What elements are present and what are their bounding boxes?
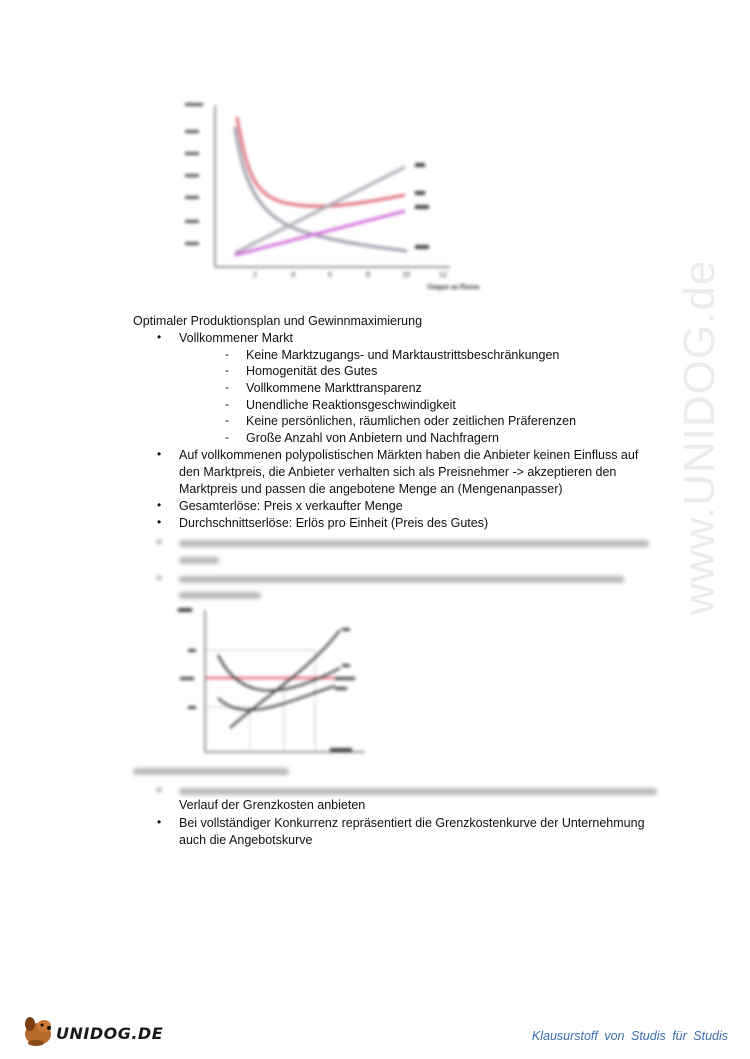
blurred-heading — [133, 768, 289, 775]
average-cost-curve — [218, 655, 340, 691]
bullet-dot: • — [157, 330, 162, 344]
blurred-text — [179, 788, 657, 795]
curve-red — [237, 117, 405, 206]
bullet-dot: • — [157, 783, 162, 797]
blurred-text — [179, 557, 219, 564]
blurred-text — [179, 592, 261, 599]
curve-gray-rising — [235, 167, 405, 253]
logo-text: UNIDOG.DE — [56, 1024, 164, 1043]
subitem: Große Anzahl von Anbietern und Nachfragern — [246, 431, 499, 445]
dog-logo-icon — [22, 1012, 58, 1048]
blurred-text — [179, 576, 624, 583]
subitem: Keine persönlichen, räumlichen oder zeitlichen Präferenzen — [246, 414, 577, 428]
bullet-dot: • — [157, 535, 162, 549]
bullet-dot: • — [157, 571, 162, 585]
cost-curves-chart — [175, 85, 480, 295]
y-tick-marks — [185, 103, 203, 245]
bullet-angebot-line: Verlauf der Grenzkosten anbieten — [179, 798, 366, 812]
bullet-gesamterloese: Gesamterlöse: Preis x verkaufter Menge — [179, 499, 403, 513]
revenue-cost-chart — [170, 600, 370, 760]
bullet-durchschnittserloese: Durchschnittserlöse: Erlös pro Einheit (Preis des Gutes) — [179, 516, 489, 530]
subitem: Vollkommene Markttransparenz — [246, 381, 422, 395]
bullet-dot: • — [157, 447, 162, 461]
dash: - — [225, 397, 229, 411]
watermark: www.UNIDOG.de — [675, 259, 724, 615]
x-tick-label: 6 — [328, 270, 332, 279]
bullet-angebotskurve-line: Bei vollständiger Konkurrenz repräsentiert die Grenzkostenkurve der Unternehmung — [179, 816, 645, 830]
x-axis-label: Output an Pizzen — [427, 283, 480, 291]
bullet-polypol-line: Auf vollkommenen polypolistischen Märkten haben die Anbieter keinen Einfluss auf — [179, 448, 639, 462]
subitem: Unendliche Reaktionsgeschwindigkeit — [246, 398, 456, 412]
x-tick-label: 4 — [291, 270, 295, 279]
bullet-vollkommener-markt: Vollkommener Markt — [179, 331, 293, 345]
dash: - — [225, 430, 229, 444]
section-title: Optimaler Produktionsplan und Gewinnmaximierung — [133, 314, 423, 328]
x-tick-label: 8 — [366, 270, 370, 279]
bullet-dot: • — [157, 515, 162, 529]
bullet-polypol-line: den Marktpreis, die Anbieter verhalten sich als Preisnehmer -> akzeptieren den — [179, 465, 617, 479]
bullet-dot: • — [157, 498, 162, 512]
bullet-angebotskurve-line: auch die Angebotskurve — [179, 833, 313, 847]
x-tick-label: 2 — [253, 270, 257, 279]
x-tick-label: 10 — [402, 270, 410, 279]
dash: - — [225, 380, 229, 394]
dash: - — [225, 347, 229, 361]
bullet-dot: • — [157, 815, 162, 829]
bullet-polypol-line: Marktpreis und passen die angebotene Menge an (Mengenanpasser) — [179, 482, 563, 496]
footer-tagline: Klausurstoff von Studis für Studis — [531, 1029, 728, 1043]
subitem: Homogenität des Gutes — [246, 364, 378, 378]
x-tick-label: 12 — [439, 270, 447, 279]
dash: - — [225, 363, 229, 377]
dash: - — [225, 413, 229, 427]
blurred-text — [179, 540, 649, 547]
subitem: Keine Marktzugangs- und Marktaustrittsbeschränkungen — [246, 348, 560, 362]
